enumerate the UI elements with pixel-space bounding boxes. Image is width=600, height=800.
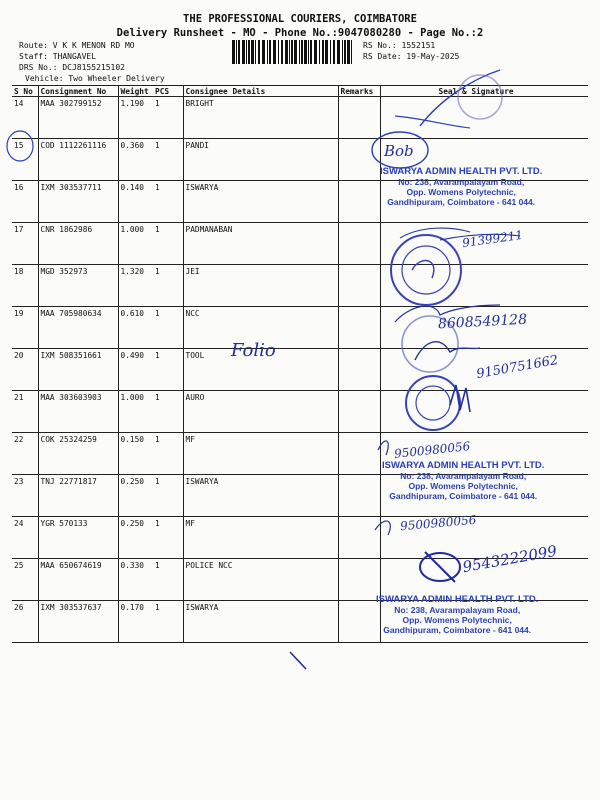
barcode-bar [337,40,340,64]
row-weight: 0.170 [118,601,153,643]
handwritten-phone: 9150751662 [475,352,560,383]
barcode-bar [246,40,247,64]
row-pcs: 1 [153,265,183,307]
row-sno: 16 [12,181,38,223]
col-seal-signature: Seal & Signature [380,86,588,97]
row-sno: 25 [12,559,38,601]
row-sno: 21 [12,391,38,433]
row-sno: 24 [12,517,38,559]
row-consignment-no: COK 25324259 [38,433,118,475]
row-sno: 18 [12,265,38,307]
row-sno: 15 [12,139,38,181]
barcode-bar [347,40,350,64]
row-consignment-no: IXM 508351661 [38,349,118,391]
route-label: Route: V K K MENON RD MO [19,41,135,50]
row-sno: 20 [12,349,38,391]
barcode-bar [333,40,335,64]
row-consignee: AURO [183,391,338,433]
row-remarks [338,265,380,307]
col-weight: Weight [118,86,153,97]
row-sno: 17 [12,223,38,265]
row-sno: 23 [12,475,38,517]
handwritten-phone: 91399211 [461,227,524,251]
row-remarks [338,223,380,265]
row-pcs: 1 [153,517,183,559]
row-consignment-no: COD 1112261116 [38,139,118,181]
row-consignee: PADMANABAN [183,223,338,265]
row-pcs: 1 [153,391,183,433]
barcode-bar [342,40,343,64]
rs-date: RS Date: 19-May-2025 [363,52,460,61]
barcode-bar [330,40,331,64]
row-consignment-no: MGD 352973 [38,265,118,307]
row-remarks [338,307,380,349]
barcode-bar [289,40,290,64]
col-pcs: PCS [153,86,183,97]
table-row [12,97,588,139]
barcode-bar [308,40,309,64]
row-seal-signature [380,97,588,139]
barcode-bar [278,40,279,64]
company-title: THE PROFESSIONAL COURIERS, COIMBATORE [183,13,417,25]
table-row [12,265,588,307]
barcode-bar [262,40,265,64]
col-sno: S No [12,86,38,97]
row-pcs: 1 [153,433,183,475]
barcode-bar [299,40,300,64]
row-pcs: 1 [153,601,183,643]
row-remarks [338,391,380,433]
row-remarks [338,97,380,139]
row-remarks [338,433,380,475]
staff-label: Staff: THANGAVEL [19,52,97,61]
barcode-bar [319,40,320,64]
barcode-bar [304,40,307,64]
col-consignee: Consignee Details [183,86,338,97]
row-sno: 22 [12,433,38,475]
row-weight: 0.610 [118,307,153,349]
col-remarks: Remarks [338,86,380,97]
drs-number: DRS No.: DCJ8155215102 [19,63,125,72]
handwritten-phone: 8608549128 [437,311,528,333]
row-weight: 0.360 [118,139,153,181]
row-sno: 14 [12,97,38,139]
row-consignment-no: MAA 303603903 [38,391,118,433]
row-weight: 0.140 [118,181,153,223]
vehicle-label: Vehicle: Two Wheeler Delivery [25,74,165,83]
barcode-bar [267,40,268,64]
row-pcs: 1 [153,349,183,391]
row-weight: 0.330 [118,559,153,601]
row-weight: 1.320 [118,265,153,307]
row-consignee: POLICE NCC [183,559,338,601]
row-remarks [338,475,380,517]
row-consignment-no: IXM 303537711 [38,181,118,223]
barcode-bar [281,40,283,64]
row-consignee: ISWARYA [183,181,338,223]
row-consignment-no: MAA 302799152 [38,97,118,139]
barcode-bar [258,40,260,64]
row-weight: 1.190 [118,97,153,139]
row-pcs: 1 [153,139,183,181]
barcode-bar [269,40,271,64]
barcode-bar [294,40,297,64]
handwritten-phone: 9500980056 [399,512,477,534]
row-consignee: MF [183,433,338,475]
row-consignment-no: MAA 705980634 [38,307,118,349]
row-consignee: MF [183,517,338,559]
barcode-bar [310,40,312,64]
barcode-bar [251,40,254,64]
row-pcs: 1 [153,475,183,517]
row-consignee: BRIGHT [183,97,338,139]
row-sno: 26 [12,601,38,643]
barcode-bar [273,40,276,64]
barcode-bar [314,40,317,64]
handwritten-remark: Folio [231,340,276,361]
barcode-bar [285,40,288,64]
row-weight: 1.000 [118,223,153,265]
barcode-image [232,40,354,64]
row-weight: 0.250 [118,517,153,559]
handwritten-phone: 9543222099 [461,541,559,577]
row-seal-signature [380,391,588,433]
barcode-bar [301,40,303,64]
row-weight: 1.000 [118,391,153,433]
barcode-bar [322,40,324,64]
row-weight: 0.150 [118,433,153,475]
runsheet-subtitle: Delivery Runsheet - MO - Phone No.:9047080280 - Page No.:2 [116,27,484,39]
row-consignee: ISWARYA [183,601,338,643]
barcode-bar [351,40,352,64]
row-consignee: JEI [183,265,338,307]
barcode-bar [248,40,250,64]
barcode-bar [242,40,245,64]
row-seal-signature [380,265,588,307]
barcode-bar [344,40,346,64]
row-remarks [338,349,380,391]
company-stamp: ISWARYA ADMIN HEALTH PVT. LTD. No: 238, Avarampalayam Road, Opp. Womens Polytechnic, Gandhipuram, Coimbatore - 641 044. [376,594,539,635]
row-consignee: PANDI [183,139,338,181]
row-remarks [338,559,380,601]
table-header-row [12,86,588,97]
row-remarks [338,181,380,223]
row-pcs: 1 [153,559,183,601]
barcode-bar [238,40,240,64]
rs-number: RS No.: 1552151 [363,41,436,50]
row-sno: 19 [12,307,38,349]
row-consignee: TOOL [183,349,338,391]
row-pcs: 1 [153,307,183,349]
company-stamp: ISWARYA ADMIN HEALTH PVT. LTD. No: 238, Avarampalayam Road, Opp. Womens Polytechnic, Gandhipuram, Coimbatore - 641 044. [382,460,545,501]
row-consignment-no: IXM 303537637 [38,601,118,643]
row-consignee: ISWARYA [183,475,338,517]
row-pcs: 1 [153,223,183,265]
row-consignee: NCC [183,307,338,349]
row-consignment-no: MAA 650674619 [38,559,118,601]
row-consignment-no: TNJ 22771817 [38,475,118,517]
handwritten-phone: 9500980056 [393,439,471,461]
row-remarks [338,601,380,643]
svg-text:Bob: Bob [384,142,414,160]
barcode-bar [325,40,328,64]
table-row [12,391,588,433]
barcode-bar [232,40,235,64]
row-pcs: 1 [153,181,183,223]
barcode-bar [236,40,237,64]
row-remarks [338,517,380,559]
company-stamp: ISWARYA ADMIN HEALTH PVT. LTD. No: 238, Avarampalayam Road, Opp. Womens Polytechnic, Gandhipuram, Coimbatore - 641 044. [380,166,543,207]
row-pcs: 1 [153,97,183,139]
row-weight: 0.250 [118,475,153,517]
barcode-bar [255,40,256,64]
row-weight: 0.490 [118,349,153,391]
barcode-bar [291,40,293,64]
row-consignment-no: CNR 1862986 [38,223,118,265]
row-consignment-no: YGR 570133 [38,517,118,559]
col-consignment: Consignment No [38,86,118,97]
row-remarks [338,139,380,181]
